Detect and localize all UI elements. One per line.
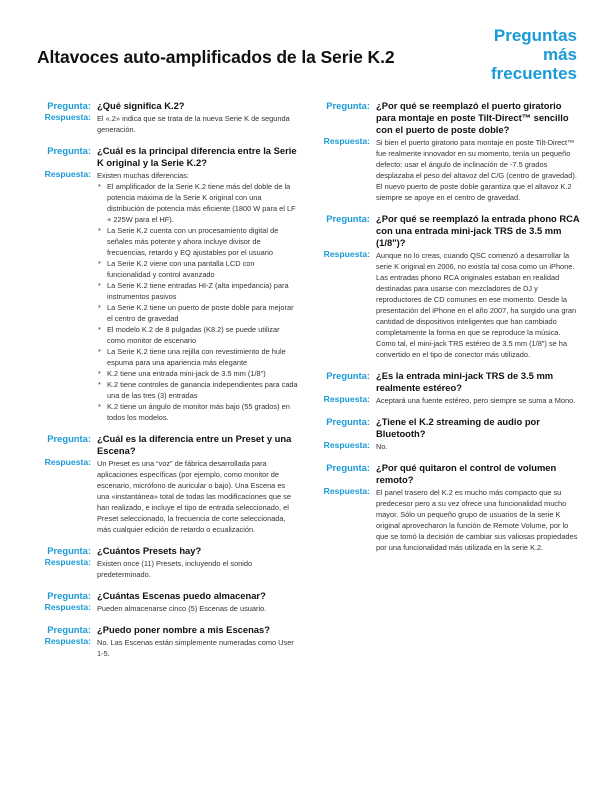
faq-item bbox=[316, 416, 580, 452]
answer-text: Un Preset es una “voz” de fábrica desarrollada para aplicaciones específicas (por ejemplo, como monitor de escenario, micrófono de auricular o bajo). Una Escena es una «instantánea» total de todas las modificaciones que se han realizado, e incluye el tipo de entrada seleccionado, el Preset seleccionado, la frecuencia de corte seleccionada, más cualquier edición de retardo o ecualización. bbox=[97, 459, 291, 534]
question-label: Pregunta: bbox=[326, 100, 370, 111]
question-text: ¿Cuántas Escenas puedo almacenar? bbox=[97, 590, 266, 601]
question-text: ¿Qué significa K.2? bbox=[97, 100, 185, 111]
question-row bbox=[316, 370, 580, 394]
question-text: ¿Cuál es la principal diferencia entre la Serie K original y la Serie K.2? bbox=[97, 145, 297, 168]
answer-label: Respuesta: bbox=[44, 557, 91, 567]
answer-text: No. Las Escenas están simplemente numeradas como User 1-5. bbox=[97, 638, 294, 658]
faq-item bbox=[37, 100, 299, 135]
section-heading-line: Preguntas bbox=[493, 26, 577, 45]
answer-row bbox=[316, 394, 580, 406]
question-text: ¿Es la entrada mini-jack TRS de 3.5 mm realmente estéreo? bbox=[376, 370, 554, 393]
bullet-item: * La Serie K.2 cuenta con un procesamiento digital de señales más potente y ahora incluye divisor de frecuencias, retardo y EQ ajustables por el usuario bbox=[97, 225, 299, 258]
answer-label: Respuesta: bbox=[44, 636, 91, 646]
section-heading bbox=[491, 26, 577, 83]
faq-item bbox=[316, 462, 580, 553]
answer-row bbox=[316, 249, 580, 360]
question-row bbox=[316, 416, 580, 440]
faq-item bbox=[37, 545, 299, 580]
answer-text: Existen once (11) Presets, incluyendo el sonido predeterminado. bbox=[97, 559, 253, 579]
right-column bbox=[316, 100, 580, 563]
answer-row bbox=[316, 136, 580, 203]
answer-body bbox=[97, 458, 299, 535]
bullet-item: * K.2 tiene una entrada mini-jack de 3.5 mm (1/8") bbox=[97, 368, 299, 379]
section-heading-line: más bbox=[542, 45, 577, 64]
answer-row bbox=[37, 602, 299, 614]
question-text: ¿Por qué se reemplazó el puerto giratorio para montaje en poste Tilt-Direct™ sencillo con el puerto de poste doble? bbox=[376, 100, 569, 135]
answer-text: Pueden almacenarse cinco (5) Escenas de usuario. bbox=[97, 604, 267, 613]
faq-item bbox=[37, 433, 299, 535]
question-label: Pregunta: bbox=[326, 416, 370, 427]
bullet-item: * El amplificador de la Serie K.2 tiene más del doble de la potencia máxima de la Serie K original con una distribución de potencia más eficiente (1800 W para el LF + 225W para el HF). bbox=[97, 181, 299, 225]
question-row bbox=[37, 624, 299, 636]
question-row bbox=[37, 433, 299, 457]
answer-body bbox=[97, 637, 299, 659]
answer-text: Aceptará una fuente estéreo, pero siempre se suma a Mono. bbox=[376, 396, 576, 405]
answer-row bbox=[37, 112, 299, 135]
answer-text: Existen muchas diferencias: bbox=[97, 171, 190, 180]
answer-row bbox=[37, 557, 299, 580]
bullet-item: * El modelo K.2 de 8 pulgadas (K8.2) se puede utilizar como monitor de escenario bbox=[97, 324, 299, 346]
question-text: ¿Cuántos Presets hay? bbox=[97, 545, 202, 556]
answer-label: Respuesta: bbox=[44, 457, 91, 467]
question-label: Pregunta: bbox=[326, 213, 370, 224]
faq-item bbox=[37, 590, 299, 614]
answer-label: Respuesta: bbox=[323, 136, 370, 146]
answer-label: Respuesta: bbox=[44, 112, 91, 122]
question-row bbox=[37, 545, 299, 557]
answer-text: El panel trasero del K.2 es mucho más compacto que su predecesor pero a su vez ofrece una funcionalidad mucho mayor. Sólo un pequeño grupo de usuarios de la serie K original aprovecharon la función de Remote Volume, por lo que se tomó la decisión de cambiar sus valiosas propiedades por una funcionalidad más utilizada en la serie K.2. bbox=[376, 488, 578, 552]
answer-text: Si bien el puerto giratorio para montaje en poste Tilt-Direct™ fue realmente innovador en su momento, tenía un pequeño defecto: usar el ángulo de inclinación de -7.5 grados desplazaba el peso del altavoz del C/G (centro de gravedad). El nuevo puerto de poste doble garantiza que el altavoz K.2 siempre se apoye en el centro de gravedad. bbox=[376, 138, 577, 202]
bullet-item: * La Serie K.2 viene con una pantalla LCD con funcionalidad y control avanzado bbox=[97, 258, 299, 280]
question-row bbox=[37, 590, 299, 602]
page-title: Altavoces auto-amplificados de la Serie K.2 bbox=[37, 47, 395, 67]
answer-label: Respuesta: bbox=[323, 440, 370, 450]
faq-item bbox=[37, 624, 299, 659]
faq-item bbox=[37, 145, 299, 423]
answer-body bbox=[97, 113, 299, 135]
answer-text: Aunque no lo creas, cuando QSC comenzó a desarrollar la serie K original en 2006, no existía tal cosa como un iPhone. Las entradas phono RCA originales estaban en realidad destinadas para usarse con mezcladores de DJ y reproductores de CD comunes en ese momento. Desde la presentación del iPhone en el año 2007, ha surgido una gran cantidad de dispositivos inteligentes que han cambiado completamente la forma en que se reproduce la música. Como tal, el mini-jack TRS estéreo de 3.5 mm (1/8") se ha convertido en el tipo de conector más utilizado. bbox=[376, 251, 577, 359]
question-label: Pregunta: bbox=[47, 145, 91, 156]
answer-body bbox=[376, 487, 580, 553]
question-label: Pregunta: bbox=[326, 370, 370, 381]
question-row bbox=[316, 100, 580, 136]
answer-label: Respuesta: bbox=[44, 169, 91, 179]
question-text: ¿Por qué quitaron el control de volumen remoto? bbox=[376, 462, 557, 485]
answer-label: Respuesta: bbox=[323, 486, 370, 496]
bullet-list bbox=[97, 181, 299, 423]
answer-body bbox=[97, 170, 299, 423]
section-heading-line: frecuentes bbox=[491, 64, 577, 83]
question-label: Pregunta: bbox=[47, 590, 91, 601]
question-text: ¿Tiene el K.2 streaming de audio por Bluetooth? bbox=[376, 416, 540, 439]
answer-label: Respuesta: bbox=[323, 249, 370, 259]
question-row bbox=[316, 213, 580, 249]
answer-body bbox=[376, 137, 580, 203]
answer-row bbox=[316, 486, 580, 553]
left-column bbox=[37, 100, 299, 669]
answer-text: El «.2» indica que se trata de la nueva Serie K de segunda generación. bbox=[97, 114, 290, 134]
answer-row bbox=[37, 636, 299, 659]
answer-label: Respuesta: bbox=[323, 394, 370, 404]
bullet-item: * La Serie K.2 tiene entradas HI-Z (alta impedancia) para instrumentos pasivos bbox=[97, 280, 299, 302]
answer-row bbox=[37, 169, 299, 423]
answer-body bbox=[376, 395, 580, 406]
answer-body bbox=[376, 250, 580, 360]
answer-row bbox=[37, 457, 299, 535]
question-label: Pregunta: bbox=[326, 462, 370, 473]
bullet-item: * La Serie K.2 tiene una rejilla con revestimiento de hule espuma para una apariencia más elegante bbox=[97, 346, 299, 368]
faq-item bbox=[316, 100, 580, 203]
question-label: Pregunta: bbox=[47, 624, 91, 635]
question-label: Pregunta: bbox=[47, 433, 91, 444]
question-text: ¿Por qué se reemplazó la entrada phono RCA con una entrada mini-jack TRS de 3.5 mm (1/8")? bbox=[376, 213, 580, 248]
question-row bbox=[316, 462, 580, 486]
bullet-item: * La Serie K.2 tiene un puerto de poste doble para mejorar el centro de gravedad bbox=[97, 302, 299, 324]
question-label: Pregunta: bbox=[47, 100, 91, 111]
question-text: ¿Cuál es la diferencia entre un Preset y una Escena? bbox=[97, 433, 292, 456]
answer-body bbox=[97, 558, 299, 580]
faq-item bbox=[316, 213, 580, 360]
answer-text: No. bbox=[376, 442, 388, 451]
answer-label: Respuesta: bbox=[44, 602, 91, 612]
answer-body bbox=[376, 441, 580, 452]
question-label: Pregunta: bbox=[47, 545, 91, 556]
faq-item bbox=[316, 370, 580, 406]
bullet-item: * K.2 tiene un ángulo de monitor más bajo (55 grados) en todos los modelos. bbox=[97, 401, 299, 423]
answer-body bbox=[97, 603, 299, 614]
question-row bbox=[37, 100, 299, 112]
bullet-item: * K.2 tiene controles de ganancia independientes para cada una de las tres (3) entradas bbox=[97, 379, 299, 401]
answer-row bbox=[316, 440, 580, 452]
question-text: ¿Puedo poner nombre a mis Escenas? bbox=[97, 624, 270, 635]
question-row bbox=[37, 145, 299, 169]
